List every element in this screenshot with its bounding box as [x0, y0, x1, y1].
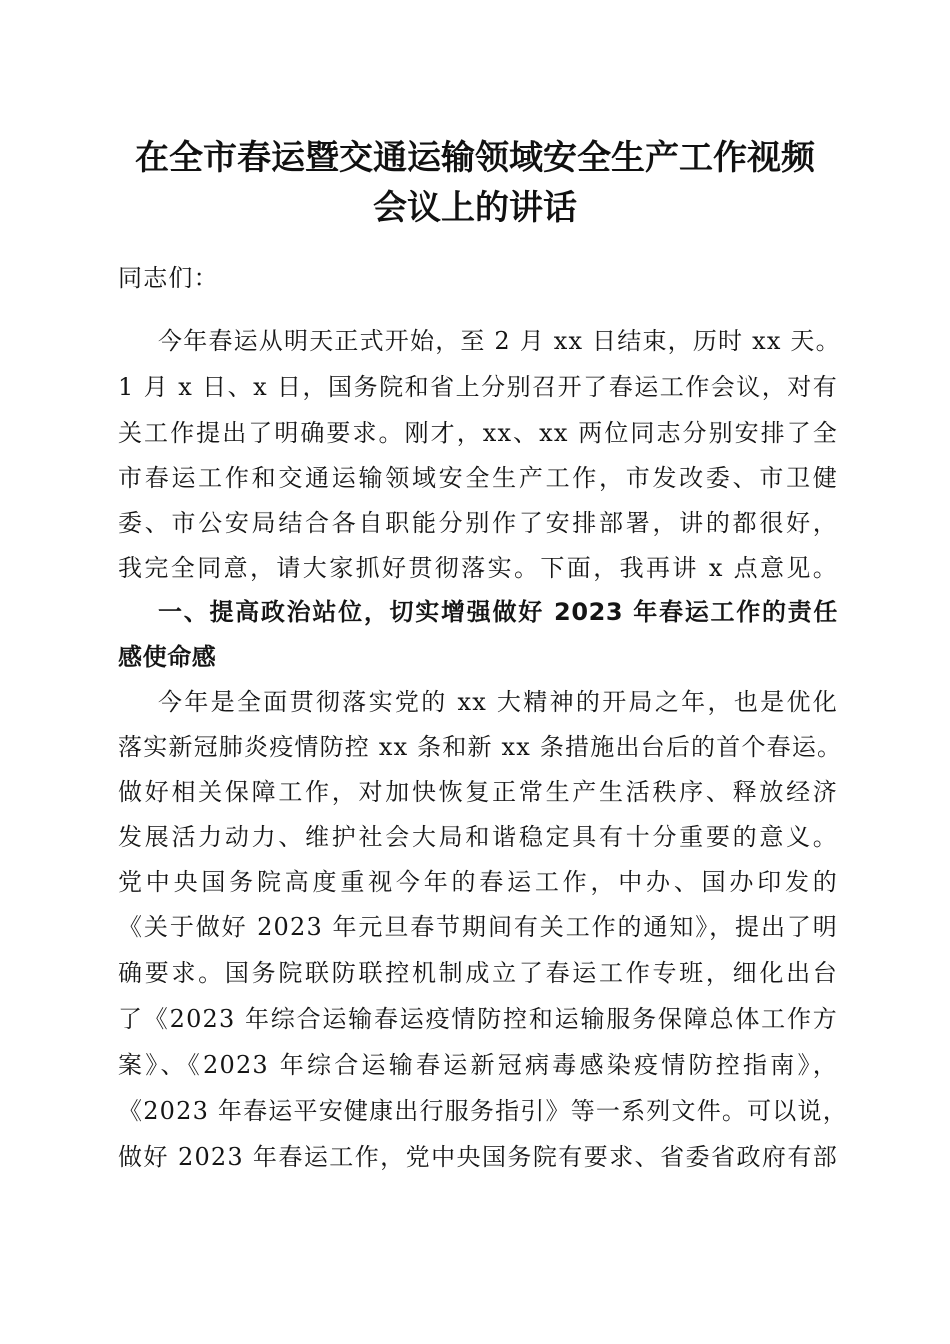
- paragraph-2-line: 做好 2023 年春运工作，党中央国务院有要求、省委省政府有部: [118, 1143, 838, 1171]
- paragraph-2-line: 做好相关保障工作，对加快恢复正常生产生活秩序、释放经济: [118, 778, 838, 806]
- document-title-line-2: 会议上的讲话: [373, 188, 577, 228]
- paragraph-1-line: 1 月 x 日、x 日，国务院和省上分别召开了春运工作会议，对有: [118, 373, 838, 401]
- paragraph-2-line: 今年是全面贯彻落实党的 xx 大精神的开局之年，也是优化: [158, 688, 838, 716]
- paragraph-2-line: 《2023 年春运平安健康出行服务指引》等一系列文件。可以说，: [118, 1097, 848, 1125]
- paragraph-2-line: 案》、《2023 年综合运输春运新冠病毒感染疫情防控指南》，: [118, 1051, 838, 1079]
- paragraph-1-line: 市春运工作和交通运输领域安全生产工作，市发改委、市卫健: [118, 464, 838, 492]
- paragraph-2-line: 党中央国务院高度重视今年的春运工作，中办、国办印发的: [118, 868, 838, 896]
- paragraph-1-line: 今年春运从明天正式开始，至 2 月 xx 日结束，历时 xx 天。: [158, 327, 841, 355]
- document-title-line-1: 在全市春运暨交通运输领域安全生产工作视频: [135, 138, 815, 178]
- salutation: 同志们：: [118, 264, 219, 292]
- paragraph-1-line: 我完全同意，请大家抓好贯彻落实。下面，我再讲 x 点意见。: [118, 554, 838, 582]
- paragraph-2-line: 确要求。国务院联防联控机制成立了春运工作专班，细化出台: [118, 959, 838, 987]
- paragraph-1-line: 委、市公安局结合各自职能分别作了安排部署，讲的都很好，: [118, 509, 838, 537]
- paragraph-1-line: 关工作提出了明确要求。刚才，xx、xx 两位同志分别安排了全: [118, 419, 838, 447]
- paragraph-2-line: 发展活力动力、维护社会大局和谐稳定具有十分重要的意义。: [118, 823, 838, 851]
- paragraph-2-line: 《关于做好 2023 年元旦春节期间有关工作的通知》，提出了明: [118, 913, 838, 941]
- section-heading-1-line: 一、提高政治站位，切实增强做好 2023 年春运工作的责任: [158, 598, 838, 626]
- paragraph-2-line: 了《2023 年综合运输春运疫情防控和运输服务保障总体工作方: [118, 1005, 838, 1033]
- section-heading-1-line: 感使命感: [118, 643, 217, 671]
- paragraph-2-line: 落实新冠肺炎疫情防控 xx 条和新 xx 条措施出台后的首个春运。: [118, 733, 843, 761]
